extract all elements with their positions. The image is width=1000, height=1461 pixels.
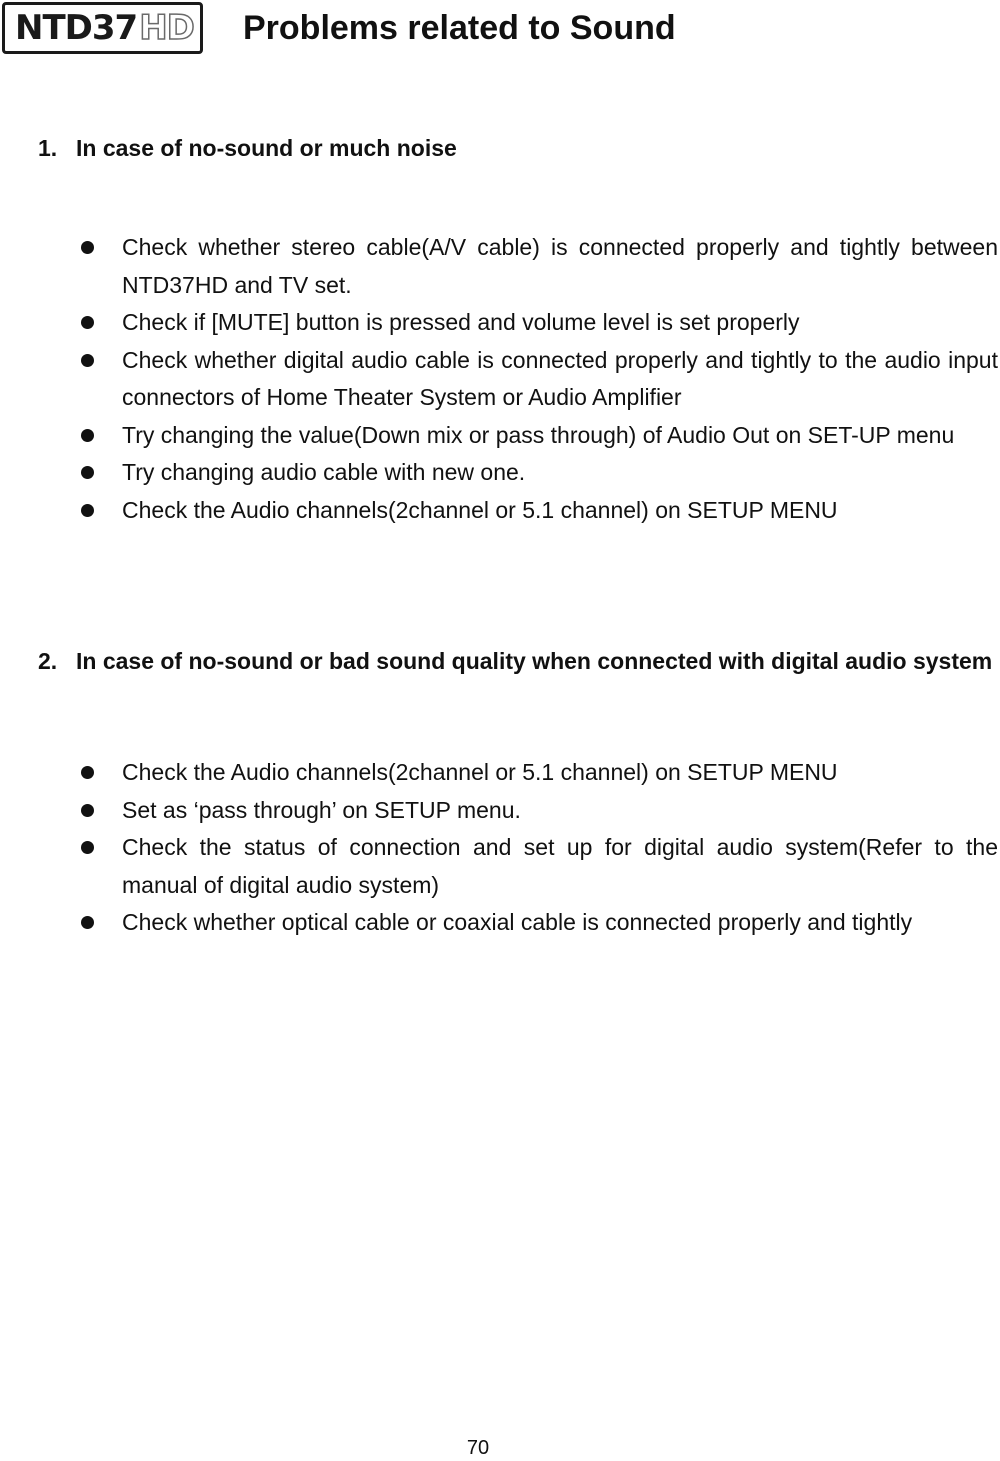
list-item — [78, 829, 998, 904]
logo-text-ntd37: NTD37 — [15, 8, 138, 48]
bullet-icon — [81, 766, 94, 779]
list-item — [78, 454, 998, 492]
list-item-text: Check whether digital audio cable is connected properly and tightly to the audio input connectors of Home Theater System or Audio Amplifier — [122, 346, 998, 410]
list-item — [78, 492, 998, 530]
section-1-title: In case of no-sound or much noise — [76, 135, 457, 161]
bullet-icon — [81, 466, 94, 479]
bullet-icon — [81, 241, 94, 254]
bullet-icon — [81, 429, 94, 442]
bullet-icon — [81, 804, 94, 817]
logo-text-hd: HD — [139, 8, 194, 48]
section-2-bullet-list — [78, 754, 998, 942]
bullet-icon — [81, 841, 94, 854]
list-item — [78, 792, 998, 830]
section-1-number: 1. — [38, 135, 58, 161]
list-item — [78, 342, 998, 417]
list-item — [78, 304, 998, 342]
list-item — [78, 229, 998, 304]
list-item-text: Set as ‘pass through’ on SETUP menu. — [122, 796, 521, 823]
list-item-text: Check the Audio channels(2channel or 5.1 channel) on SETUP MENU — [122, 759, 838, 785]
list-item-text: Check the Audio channels(2channel or 5.1 channel) on SETUP MENU — [122, 496, 838, 523]
list-item — [78, 754, 998, 792]
section-2-title: In case of no-sound or bad sound quality when connected with digital audio system — [76, 648, 993, 674]
section-1-bullet-list — [78, 229, 998, 529]
bullet-icon — [81, 916, 94, 929]
bullet-icon — [81, 504, 94, 517]
list-item — [78, 417, 998, 455]
bullet-icon — [81, 354, 94, 367]
page-number: 70 — [466, 1437, 490, 1459]
list-item-text: Try changing audio cable with new one. — [122, 459, 526, 485]
list-item-text: Try changing the value(Down mix or pass through) of Audio Out on SET-UP menu — [122, 421, 955, 448]
section-2-number: 2. — [38, 648, 58, 674]
section-1-heading — [38, 130, 1000, 167]
list-item-text: Check whether optical cable or coaxial cable is connected properly and tightly — [122, 909, 913, 935]
bullet-icon — [81, 316, 94, 329]
section-2-heading — [38, 643, 1000, 680]
list-item-text: Check if [MUTE] button is pressed and volume level is set properly — [122, 309, 800, 335]
ntd37hd-logo — [2, 2, 203, 54]
list-item-text: Check the status of connection and set up for digital audio system(Refer to the manual of digital audio system) — [122, 834, 998, 898]
list-item-text: Check whether stereo cable(A/V cable) is connected properly and tightly between NTD37HD and TV set. — [122, 234, 998, 298]
page-title: Problems related to Sound — [243, 9, 676, 47]
list-item — [78, 904, 998, 942]
